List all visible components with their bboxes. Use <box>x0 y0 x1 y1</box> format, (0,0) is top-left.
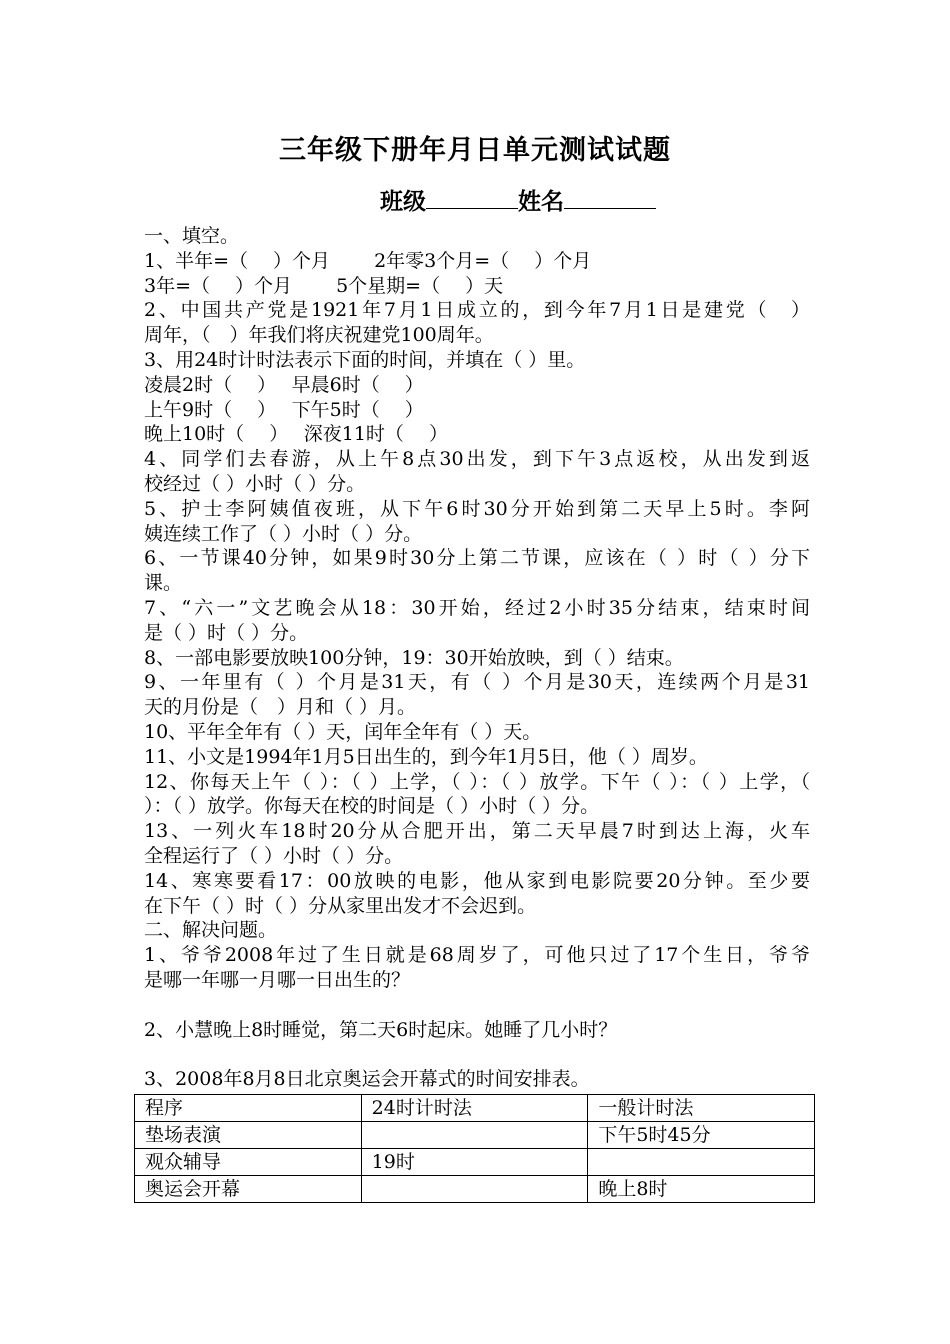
class-label: 班级 <box>380 189 426 215</box>
question-line: 3年=（ ）个月 5个星期=（ ）天 <box>144 274 504 297</box>
table-cell: 奥运会开幕 <box>135 1176 362 1203</box>
table-cell: 晚上8时 <box>588 1176 815 1203</box>
table-cell: 观众辅导 <box>135 1149 362 1176</box>
table-header-cell: 24时计时法 <box>361 1095 588 1122</box>
question-line: 14、寒寒要看17：00放映的电影，他从家到电影院要20分钟。至少要 <box>144 869 810 892</box>
class-name-line <box>380 183 656 216</box>
question-line: 9、一年里有（ ）个月是31天，有（ ）个月是30天，连续两个月是31 <box>144 671 810 694</box>
table-cell <box>361 1176 588 1203</box>
question-line: 12、你每天上午（ ）：（ ）上学，（ ）：（ ）放学。下午（ ）：（ ）上学，（ <box>144 770 810 793</box>
question-line: 全程运行了（ ）小时（ ）分。 <box>144 844 404 867</box>
question-line: 8、一部电影要放映100分钟，19：30开始放映，到（ ）结束。 <box>144 646 684 669</box>
question-line: 在下午（ ）时（ ）分从家里出发才不会迟到。 <box>144 894 537 917</box>
class-blank <box>426 186 518 209</box>
table-header-cell: 程序 <box>135 1095 362 1122</box>
question-line: 天的月份是（ ）月和（ ）月。 <box>144 696 417 719</box>
answer-space <box>144 993 810 1018</box>
problem-3: 3、2008年8月8日北京奥运会开幕式的时间安排表。 <box>144 1068 590 1091</box>
problem-1-line: 1、爷爷2008年过了生日就是68周岁了，可他只过了17个生日，爷爷 <box>144 944 810 967</box>
question-line: 凌晨2时（ ） 早晨6时（ ） <box>144 373 424 396</box>
table-header-cell: 一般计时法 <box>588 1095 815 1122</box>
question-line: 10、平年全年有（ ）天，闰年全年有（ ）天。 <box>144 720 542 743</box>
answer-space <box>144 1042 810 1067</box>
question-line: 是（ ）时（ ）分。 <box>144 621 309 644</box>
question-line: 3、用24时计时法表示下面的时间，并填在（ ）里。 <box>144 348 586 371</box>
problem-2: 2、小慧晚上8时睡觉，第二天6时起床。她睡了几小时？ <box>144 1018 618 1041</box>
question-line: 2、中国共产党是1921年7月1日成立的，到今年7月1日是建党（ ） <box>144 299 810 322</box>
question-line: ）：（ ）放学。你每天在校的时间是（ ）小时（ ）分。 <box>144 795 600 818</box>
table-cell: 垫场表演 <box>135 1122 362 1149</box>
table-header-row <box>135 1095 815 1122</box>
table-row <box>135 1149 815 1176</box>
schedule-table <box>134 1094 815 1203</box>
table-row <box>135 1176 815 1203</box>
section-heading-solve: 二、解决问题。 <box>144 919 278 942</box>
table-cell: 19时 <box>361 1149 588 1176</box>
question-line: 周年，（ ）年我们将庆祝建党100周年。 <box>144 324 494 347</box>
question-line: 晚上10时（ ） 深夜11时（ ） <box>144 423 448 446</box>
problem-1-line: 是哪一年哪一月哪一日出生的？ <box>144 968 411 991</box>
question-line: 上午9时（ ） 下午5时（ ） <box>144 398 424 421</box>
question-line: 课。 <box>144 572 183 595</box>
name-blank <box>564 186 656 209</box>
question-line: 7、“六一”文艺晚会从18：30开始，经过2小时35分结束，结束时间 <box>144 596 810 619</box>
question-line: 6、一节课40分钟，如果9时30分上第二节课，应该在（ ）时（ ）分下 <box>144 547 810 570</box>
table-row <box>135 1122 815 1149</box>
section-heading-fill: 一、填空。 <box>144 225 240 247</box>
question-line: 姨连续工作了（ ）小时（ ）分。 <box>144 522 423 545</box>
table-cell: 下午5时45分 <box>588 1122 815 1149</box>
question-line: 4、同学们去春游，从上午8点30出发，到下午3点返校，从出发到返 <box>144 448 810 471</box>
question-line: 13、一列火车18时20分从合肥开出，第二天早晨7时到达上海，火车 <box>144 820 810 843</box>
question-line: 11、小文是1994年1月5日出生的，到今年1月5日，他（ ）周岁。 <box>144 745 708 768</box>
question-line: 校经过（ ）小时（ ）分。 <box>144 472 366 495</box>
name-label: 姓名 <box>518 189 564 215</box>
question-line: 1、半年=（ ）个月 2年零3个月=（ ）个月 <box>144 249 592 272</box>
question-line: 5、护士李阿姨值夜班，从下午6时30分开始到第二天早上5时。李阿 <box>144 497 810 520</box>
page-title: 三年级下册年月日单元测试试题 <box>279 135 671 166</box>
worksheet-body <box>144 224 810 1092</box>
table-cell <box>361 1122 588 1149</box>
table-cell <box>588 1149 815 1176</box>
